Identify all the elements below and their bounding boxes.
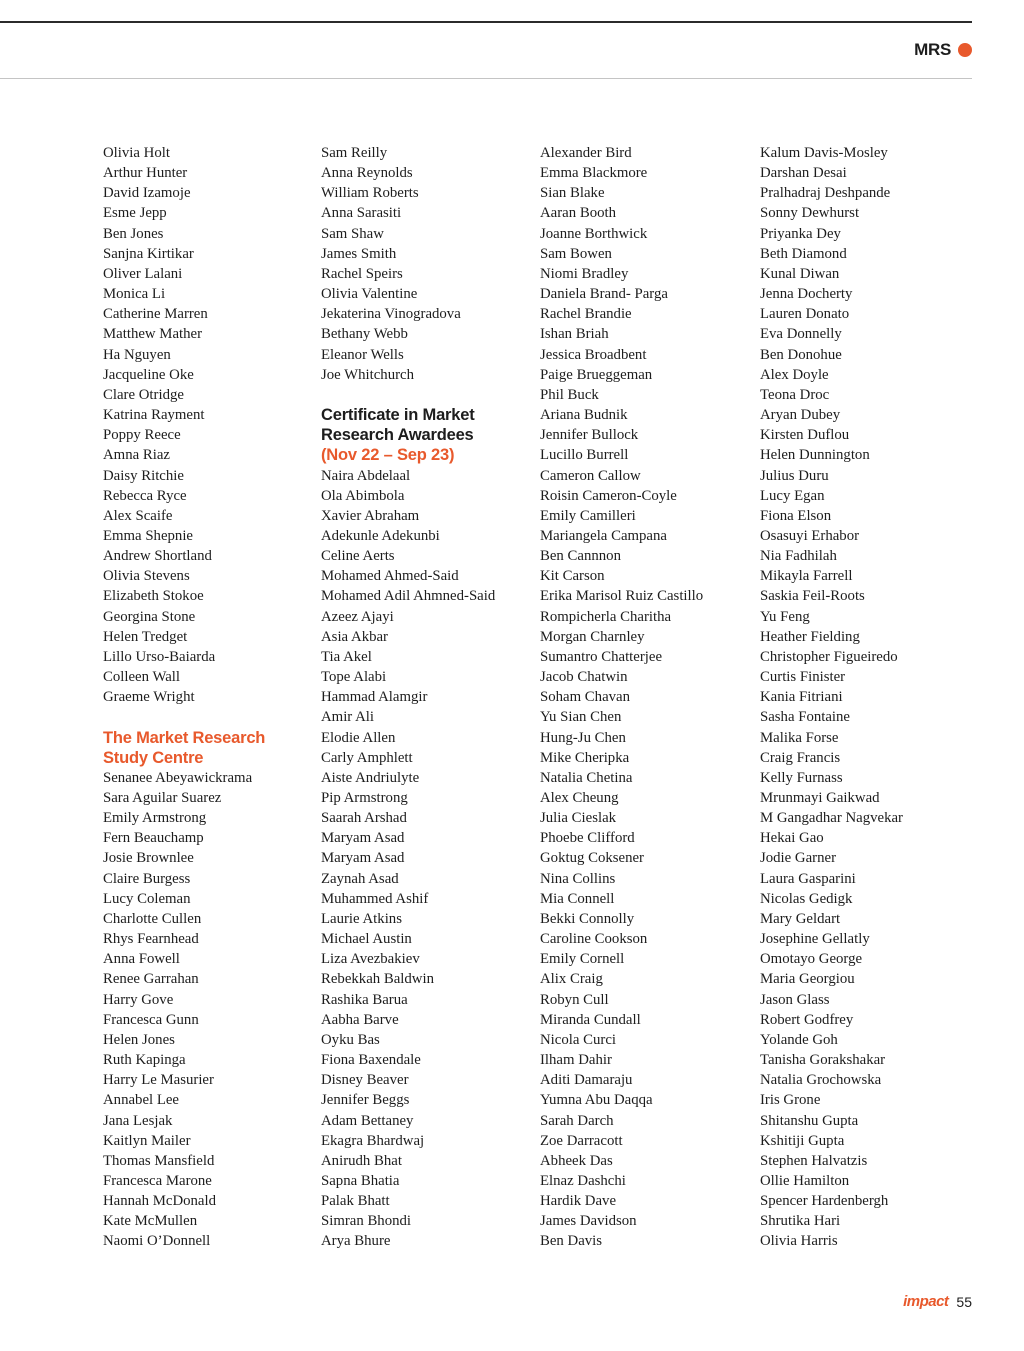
name-list-item: Jacob Chatwin <box>540 669 628 686</box>
name-list-item: Hung-Ju Chen <box>540 729 626 746</box>
name-list-item: Jessica Broadbent <box>540 346 647 363</box>
name-list-item: Kania Fitriani <box>760 689 843 706</box>
name-list-item: Yu Feng <box>760 608 810 625</box>
name-list-item: Sapna Bhatia <box>321 1172 400 1189</box>
section-heading-line: Study Centre <box>103 748 204 767</box>
name-list-item: Tia Akel <box>321 648 372 665</box>
name-column-3 <box>540 143 755 1252</box>
name-list-item: Graeme Wright <box>103 689 195 706</box>
name-list-item: Alex Doyle <box>760 366 829 383</box>
name-list-item: Eleanor Wells <box>321 346 404 363</box>
name-list-item: Monica Li <box>103 286 166 303</box>
name-list-item: Sasha Fontaine <box>760 709 851 726</box>
name-list-item: Paige Brueggeman <box>540 366 653 383</box>
name-list-item: Naomi O’Donnell <box>103 1233 211 1250</box>
name-list-item: Julius Duru <box>760 467 829 484</box>
name-list-item: James Smith <box>321 245 397 262</box>
name-list-item: Clare Otridge <box>103 386 184 403</box>
name-list-item: Helen Jones <box>103 1031 175 1048</box>
name-list-item: Laurie Atkins <box>321 910 402 927</box>
name-list-item: Bekki Connolly <box>540 910 635 927</box>
name-list-item: Aditi Damaraju <box>540 1072 633 1089</box>
name-list-item: Malika Forse <box>760 729 839 746</box>
brand-logo-text: MRS <box>914 40 951 59</box>
name-list-item: Harry Gove <box>103 991 174 1008</box>
brand-dot-icon <box>958 43 972 57</box>
name-list-item: Robyn Cull <box>540 991 609 1008</box>
name-list-item: Harry Le Masurier <box>103 1072 214 1089</box>
name-list-item: Caroline Cookson <box>540 931 648 948</box>
name-list-item: Saskia Feil-Roots <box>760 588 865 605</box>
name-list-item: Robert Godfrey <box>760 1011 854 1028</box>
section-heading-line: Research Awardees <box>321 426 474 445</box>
page-footer <box>903 1292 972 1312</box>
name-list-item: Matthew Mather <box>103 326 203 343</box>
name-list-item: Andrew Shortland <box>103 548 212 565</box>
name-list-item: Joanne Borthwick <box>540 225 648 242</box>
name-list-item: Emily Cornell <box>540 951 625 968</box>
name-list-item: Olivia Harris <box>760 1233 838 1250</box>
name-list-item: Josephine Gellatly <box>760 931 870 948</box>
name-list-item: William Roberts <box>321 185 419 202</box>
name-list-item: Omotayo George <box>760 951 863 968</box>
name-list-item: Yolande Goh <box>760 1031 838 1048</box>
name-list-item: Zoe Darracott <box>540 1132 623 1149</box>
name-list-item: Aabha Barve <box>321 1011 399 1028</box>
name-list-item: Morgan Charnley <box>540 628 645 645</box>
name-list-item: Lauren Donato <box>760 306 850 323</box>
name-list-item: Emily Camilleri <box>540 507 636 524</box>
name-list-item: Catherine Marren <box>103 306 208 323</box>
name-list-item: Rachel Speirs <box>321 265 403 282</box>
name-list-item: Ruth Kapinga <box>103 1052 186 1069</box>
name-list-item: Amir Ali <box>321 709 375 726</box>
name-list-item: Tanisha Gorakshakar <box>760 1052 886 1069</box>
name-column-1 <box>103 143 318 1252</box>
name-list-item: Spencer Hardenbergh <box>760 1193 889 1210</box>
name-list-item: Christopher Figueiredo <box>760 648 898 665</box>
name-list-item: Nia Fadhilah <box>760 548 837 565</box>
name-list-item: Phil Buck <box>540 386 599 403</box>
name-list-item: Kalum Davis-Mosley <box>760 145 888 161</box>
name-list-item: Hekai Gao <box>760 830 824 847</box>
name-list-item: Ben Donohue <box>760 346 842 363</box>
name-list-item: Francesca Gunn <box>103 1011 199 1028</box>
name-list <box>540 143 755 1252</box>
name-list-item: Shitanshu Gupta <box>760 1112 859 1129</box>
name-list-item: Kit Carson <box>540 568 605 585</box>
name-list-item: Liza Avezbakiev <box>321 951 420 968</box>
name-list <box>321 143 536 385</box>
name-list-item: Rashika Barua <box>321 991 408 1008</box>
name-list-item: Erika Marisol Ruiz Castillo <box>540 588 704 605</box>
name-list-item: Rompicherla Charitha <box>540 608 672 625</box>
header-brand <box>914 39 972 61</box>
name-list-item: Saarah Arshad <box>321 810 407 827</box>
name-list-item: Hardik Dave <box>540 1193 617 1210</box>
name-list-item: Stephen Halvatzis <box>760 1152 868 1169</box>
name-list-item: Niomi Bradley <box>540 265 629 282</box>
name-list-item: Daniela Brand- Parga <box>540 286 668 303</box>
name-list-item: M Gangadhar Nagvekar <box>760 810 903 827</box>
name-list-item: Abheek Das <box>540 1152 613 1169</box>
name-column-4 <box>760 143 975 1252</box>
name-list-item: Sara Aguilar Suarez <box>103 790 222 806</box>
name-list-item: Emma Blackmore <box>540 165 648 182</box>
name-list-item: Iris Grone <box>760 1092 821 1109</box>
name-list-item: Ben Jones <box>103 225 164 242</box>
name-list-item: Olivia Valentine <box>321 286 418 303</box>
name-list-item: Elodie Allen <box>321 729 396 746</box>
header-bottom-rule <box>0 78 972 79</box>
name-list-item: Ben Davis <box>540 1233 603 1250</box>
name-list-item: Phoebe Clifford <box>540 830 635 847</box>
name-list-item: Jodie Garner <box>760 850 837 867</box>
name-list-item: Anna Reynolds <box>321 165 413 182</box>
name-list-item: Teona Droc <box>760 386 830 403</box>
header-top-rule <box>0 21 972 23</box>
name-list-item: Maryam Asad <box>321 830 405 847</box>
name-list-item: Craig Francis <box>760 749 841 766</box>
name-list-item: Ishan Briah <box>540 326 609 343</box>
name-list-item: Yumna Abu Daqqa <box>540 1092 653 1109</box>
name-list-item: Alix Craig <box>540 971 603 988</box>
name-list-item: Bethany Webb <box>321 326 408 343</box>
name-list-item: Zaynah Asad <box>321 870 399 887</box>
section-heading <box>103 728 318 768</box>
name-list-item: Eva Donnelly <box>760 326 842 343</box>
name-list-item: Alex Scaife <box>103 507 173 524</box>
name-list-item: Arya Bhure <box>321 1233 391 1250</box>
name-list-item: Sam Shaw <box>321 225 384 242</box>
name-list-item: Ollie Hamilton <box>760 1172 850 1189</box>
name-list-item: David Izamoje <box>103 185 191 202</box>
name-list <box>321 466 536 1252</box>
name-list-item: Julia Cieslak <box>540 810 617 827</box>
name-list-item: Roisin Cameron-Coyle <box>540 487 677 504</box>
name-list-item: Simran Bhondi <box>321 1213 412 1230</box>
page-number: 55 <box>956 1294 972 1310</box>
name-list-item: Nicolas Gedigk <box>760 890 853 907</box>
name-list-item: Sumantro Chatterjee <box>540 648 663 665</box>
name-list-item: Jana Lesjak <box>103 1112 173 1129</box>
name-list-item: Kunal Diwan <box>760 265 840 282</box>
name-list-item: Emma Shepnie <box>103 527 193 544</box>
name-list-item: Arthur Hunter <box>103 165 188 182</box>
name-list-item: Colleen Wall <box>103 669 181 686</box>
name-list-item: Sarah Darch <box>540 1112 614 1129</box>
name-list-item: Jenna Docherty <box>760 286 853 303</box>
name-list-item: Jennifer Bullock <box>540 427 639 444</box>
section-heading-dates: (Nov 22 – Sep 23) <box>321 446 455 465</box>
name-list-item: Pralhadraj Deshpande <box>760 185 891 202</box>
name-list-item: Poppy Reece <box>103 427 181 444</box>
name-list-item: Francesca Marone <box>103 1172 212 1189</box>
name-list-item: Helen Tredget <box>103 628 188 645</box>
section-heading <box>321 405 536 465</box>
section-heading-line: Certificate in Market <box>321 406 475 425</box>
name-list-item: Ola Abimbola <box>321 487 405 504</box>
name-list-item: Carly Amphlett <box>321 749 413 766</box>
name-list-item: Mrunmayi Gaikwad <box>760 790 880 806</box>
name-list-item: Mikayla Farrell <box>760 568 853 585</box>
name-list-item: Mia Connell <box>540 890 615 907</box>
name-list-item: Fern Beauchamp <box>103 830 204 847</box>
name-list-item: Anna Fowell <box>103 951 180 968</box>
name-list-item: Michael Austin <box>321 931 412 948</box>
name-list-item: Sanjna Kirtikar <box>103 245 194 262</box>
name-list-item: Lillo Urso-Baiarda <box>103 648 216 665</box>
name-list-item: Senanee Abeyawickrama <box>103 769 253 786</box>
name-list-item: Claire Burgess <box>103 870 191 887</box>
name-list-item: Goktug Coksener <box>540 850 644 867</box>
name-list-item: Rachel Brandie <box>540 306 632 323</box>
name-list <box>103 143 318 707</box>
name-list-item: Natalia Grochowska <box>760 1072 882 1089</box>
name-list-item: Mariangela Campana <box>540 527 667 544</box>
name-list-item: Mike Cheripka <box>540 749 630 766</box>
name-list-item: Disney Beaver <box>321 1072 409 1089</box>
name-list-item: Jekaterina Vinogradova <box>321 306 461 323</box>
name-list-item: Lucillo Burrell <box>540 447 629 464</box>
name-list-item: Beth Diamond <box>760 245 847 262</box>
name-list-item: Laura Gasparini <box>760 870 856 887</box>
name-list-item: Helen Dunnington <box>760 447 870 464</box>
name-list-item: Soham Chavan <box>540 689 631 706</box>
name-list-item: Shrutika Hari <box>760 1213 841 1230</box>
name-list-item: Mary Geldart <box>760 910 841 927</box>
name-list-item: Annabel Lee <box>103 1092 180 1109</box>
name-list-item: Jacqueline Oke <box>103 366 194 383</box>
name-list-item: Natalia Chetina <box>540 769 633 786</box>
name-list-item: Naira Abdelaal <box>321 467 411 484</box>
name-list-item: Darshan Desai <box>760 165 847 182</box>
name-list-item: Fiona Baxendale <box>321 1052 421 1069</box>
name-list-item: Aaran Booth <box>540 205 617 222</box>
name-list-item: Ekagra Bhardwaj <box>321 1132 425 1149</box>
name-list-item: Heather Fielding <box>760 628 860 645</box>
name-list-item: Azeez Ajayi <box>321 608 394 625</box>
name-list <box>103 768 318 1252</box>
name-list-item: Mohamed Ahmed-Said <box>321 568 459 585</box>
name-list-item: Aiste Andriulyte <box>321 769 420 786</box>
name-list-item: Emily Armstrong <box>103 810 207 827</box>
name-list-item: Fiona Elson <box>760 507 832 524</box>
name-list-item: Pip Armstrong <box>321 790 408 806</box>
name-list-item: Maria Georgiou <box>760 971 855 988</box>
name-list-item: Aryan Dubey <box>760 407 841 424</box>
name-list-item: Hannah McDonald <box>103 1193 216 1210</box>
name-list-item: Curtis Finister <box>760 669 846 686</box>
name-list-item: Lucy Egan <box>760 487 825 504</box>
name-list-item: Yu Sian Chen <box>540 709 622 726</box>
name-list-item: Priyanka Dey <box>760 225 841 242</box>
name-list-item: Daisy Ritchie <box>103 467 184 484</box>
name-list-item: Anna Sarasiti <box>321 205 402 222</box>
name-list-item: Alex Cheung <box>540 790 619 806</box>
name-list-item: Maryam Asad <box>321 850 405 867</box>
name-list-item: Kirsten Duflou <box>760 427 850 444</box>
name-list-item: Muhammed Ashif <box>321 890 429 907</box>
name-list-item: Esme Jepp <box>103 205 167 222</box>
name-list-item: Josie Brownlee <box>103 850 194 867</box>
name-list <box>760 143 975 1252</box>
name-list-item: Tope Alabi <box>321 669 387 686</box>
name-list-item: Sam Reilly <box>321 145 388 161</box>
name-list-item: Mohamed Adil Ahmned-Said <box>321 588 496 605</box>
name-list-item: Sam Bowen <box>540 245 612 262</box>
name-list-item: Rebecca Ryce <box>103 487 187 504</box>
name-list-item: Joe Whitchurch <box>321 366 415 383</box>
name-list-item: Osasuyi Erhabor <box>760 527 860 544</box>
name-list-item: Jason Glass <box>760 991 830 1008</box>
name-list-item: Rebekkah Baldwin <box>321 971 435 988</box>
name-list-item: Olivia Stevens <box>103 568 190 585</box>
magazine-logo: impact <box>903 1293 949 1310</box>
name-list-item: Nina Collins <box>540 870 616 887</box>
section-heading-line: The Market Research <box>103 728 266 747</box>
name-list-item: Asia Akbar <box>321 628 388 645</box>
name-list-item: Palak Bhatt <box>321 1193 390 1210</box>
name-list-item: Elizabeth Stokoe <box>103 588 204 605</box>
name-list-item: Alexander Bird <box>540 145 632 161</box>
name-list-item: Ilham Dahir <box>540 1052 612 1069</box>
name-list-item: Nicola Curci <box>540 1031 617 1048</box>
name-list-item: Cameron Callow <box>540 467 641 484</box>
name-list-item: Celine Aerts <box>321 548 395 565</box>
name-list-item: Renee Garrahan <box>103 971 199 988</box>
name-list-item: Miranda Cundall <box>540 1011 641 1028</box>
name-list-item: Sonny Dewhurst <box>760 205 860 222</box>
name-list-item: Ben Cannnon <box>540 548 621 565</box>
name-list-item: Kelly Furnass <box>760 769 843 786</box>
name-list-item: Lucy Coleman <box>103 890 191 907</box>
name-list-item: Georgina Stone <box>103 608 196 625</box>
name-list-item: Jennifer Beggs <box>321 1092 410 1109</box>
name-list-item: Amna Riaz <box>103 447 170 464</box>
name-list-item: Charlotte Cullen <box>103 910 202 927</box>
name-list-item: Kshitiji Gupta <box>760 1132 845 1149</box>
name-list-item: James Davidson <box>540 1213 637 1230</box>
name-column-2 <box>321 143 536 1252</box>
name-list-item: Sian Blake <box>540 185 605 202</box>
name-list-item: Ariana Budnik <box>540 407 628 424</box>
name-list-item: Kate McMullen <box>103 1213 198 1230</box>
name-list-item: Ha Nguyen <box>103 346 171 363</box>
name-list-item: Thomas Mansfield <box>103 1152 215 1169</box>
name-list-item: Anirudh Bhat <box>321 1152 402 1169</box>
name-list-item: Olivia Holt <box>103 145 170 161</box>
name-list-item: Oyku Bas <box>321 1031 380 1048</box>
name-list-item: Elnaz Dashchi <box>540 1172 626 1189</box>
name-list-item: Kaitlyn Mailer <box>103 1132 191 1149</box>
name-list-item: Adekunle Adekunbi <box>321 527 440 544</box>
name-list-item: Rhys Fearnhead <box>103 931 199 948</box>
name-list-item: Oliver Lalani <box>103 265 183 282</box>
name-list-item: Hammad Alamgir <box>321 689 428 706</box>
name-list-item: Xavier Abraham <box>321 507 420 524</box>
name-list-item: Katrina Rayment <box>103 407 205 424</box>
name-list-item: Adam Bettaney <box>321 1112 414 1129</box>
